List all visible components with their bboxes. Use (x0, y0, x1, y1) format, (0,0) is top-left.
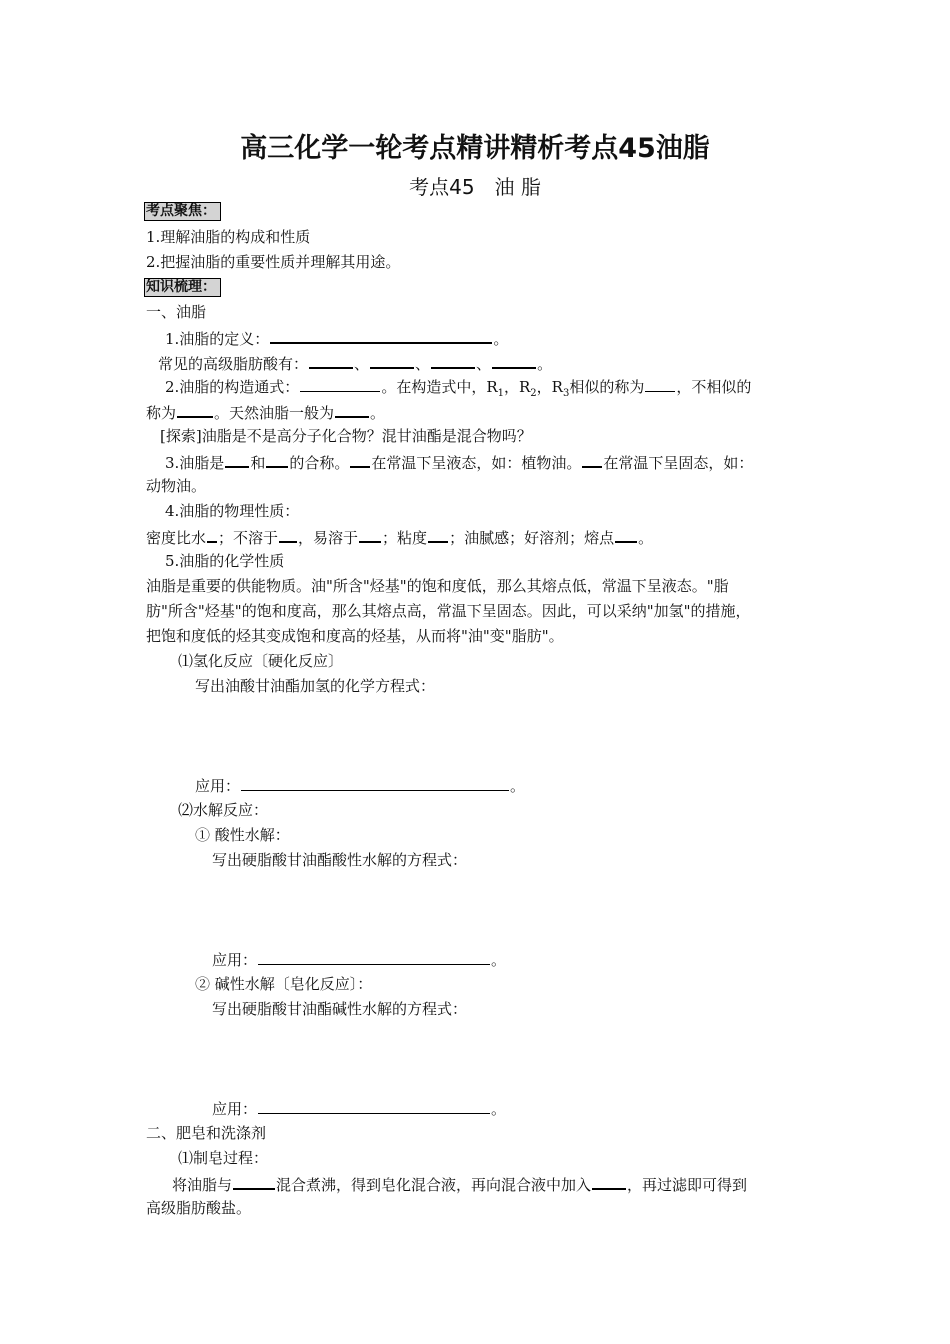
answer-blank[interactable] (225, 451, 249, 468)
fatty-acids-label: 常见的高级脂肪酸有： (158, 355, 309, 373)
answer-blank[interactable] (582, 451, 602, 468)
base-hydrolysis-heading: ② 碱性水解〔皂化反应〕： (195, 975, 373, 993)
paragraph-line-1: 油脂是重要的供能物质。油"所含"烃基"的饱和度低，那么其熔点低，常温下呈液态。"脂 (146, 577, 729, 595)
answer-blank[interactable] (335, 401, 369, 418)
chemical-props-label: 5.油脂的化学性质 (165, 552, 285, 570)
acid-hydrolysis-application: 应用： 。 (212, 951, 507, 969)
answer-blank[interactable] (359, 526, 381, 543)
explore-note: [探索]油脂是不是高分子化合物？混甘油酯是混合物吗？ (160, 427, 532, 445)
soap-process-line-2: 高级脂肪酸盐。 (146, 1199, 252, 1217)
answer-blank[interactable] (615, 526, 637, 543)
paragraph-line-3: 把饱和度低的烃其变成饱和度高的烃基，从而将"油"变"脂肪"。 (146, 627, 564, 645)
structure-line: 2.油脂的构造通式： 。在构造式中，$R_1$，$R_2$，$R_3$相似的称为 ，不相似的 (165, 378, 752, 399)
answer-blank[interactable] (492, 352, 536, 369)
page-title: 高三化学一轮考点精讲精析考点45油脂 (240, 133, 710, 164)
hydrolysis-heading: ⑵水解反应： (178, 801, 269, 819)
focus-tag: 考点聚焦： (144, 202, 221, 221)
base-hydrolysis-prompt: 写出硬脂酸甘油酯碱性水解的方程式： (212, 1000, 468, 1018)
soap-process-heading: ⑴制皂过程： (178, 1149, 269, 1167)
answer-blank[interactable] (241, 775, 509, 791)
composition-line: 3.油脂是 和 的合称。 在常温下呈液态，如：植物油。 在常温下呈固态，如： (165, 451, 753, 473)
answer-blank[interactable] (207, 526, 217, 543)
definition-line: 1.油脂的定义： 。 (165, 327, 508, 349)
answer-blank[interactable] (592, 1173, 626, 1190)
physical-props-line: 密度比水 ；不溶于 ，易溶于 ；粘度 ；油腻感；好溶剂；熔点 。 (146, 526, 653, 548)
answer-blank[interactable] (370, 352, 414, 369)
answer-blank[interactable] (300, 376, 380, 392)
acid-hydrolysis-prompt: 写出硬脂酸甘油酯酸性水解的方程式： (212, 851, 468, 869)
answer-blank[interactable] (428, 526, 448, 543)
answer-blank[interactable] (350, 451, 370, 468)
hydrogenation-application: 应用： 。 (195, 777, 526, 795)
definition-label: 1.油脂的定义： (165, 330, 270, 348)
page-subtitle: 考点45 油 脂 (409, 175, 541, 199)
acid-hydrolysis-heading: ① 酸性水解： (195, 826, 290, 844)
physical-props-label: 4.油脂的物理性质： (165, 502, 300, 520)
answer-blank[interactable] (258, 949, 490, 965)
knowledge-tag: 知识梳理： (144, 278, 221, 297)
section-1-heading: 一、油脂 (146, 303, 207, 321)
hydrogenation-heading: ⑴氢化反应〔硬化反应〕 (178, 652, 344, 670)
answer-blank[interactable] (270, 327, 492, 344)
answer-blank[interactable] (279, 526, 297, 543)
answer-blank[interactable] (266, 451, 288, 468)
focus-item-1: 1.理解油脂的构成和性质 (146, 228, 311, 246)
answer-blank[interactable] (177, 401, 213, 418)
structure-line-2: 称为 。天然油脂一般为 。 (146, 401, 385, 423)
composition-line-2: 动物油。 (146, 477, 207, 495)
answer-blank[interactable] (309, 352, 353, 369)
answer-blank[interactable] (258, 1098, 490, 1114)
base-hydrolysis-application: 应用： 。 (212, 1100, 507, 1118)
section-2-heading: 二、肥皂和洗涤剂 (146, 1124, 267, 1142)
soap-process-line: 将油脂与 混合煮沸，得到皂化混合液，再向混合液中加入 ，再过滤即可得到 (172, 1173, 747, 1195)
paragraph-line-2: 肪"所含"烃基"的饱和度高，那么其熔点高，常温下呈固态。因此，可以采纳"加氢"的措施， (146, 602, 751, 620)
fatty-acids-line: 常见的高级脂肪酸有： 、 、 、 。 (158, 352, 552, 374)
answer-blank[interactable] (645, 376, 675, 392)
answer-blank[interactable] (431, 352, 475, 369)
hydrogenation-prompt: 写出油酸甘油酯加氢的化学方程式： (195, 677, 436, 695)
focus-item-2: 2.把握油脂的重要性质并理解其用途。 (146, 253, 401, 271)
answer-blank[interactable] (233, 1173, 275, 1190)
